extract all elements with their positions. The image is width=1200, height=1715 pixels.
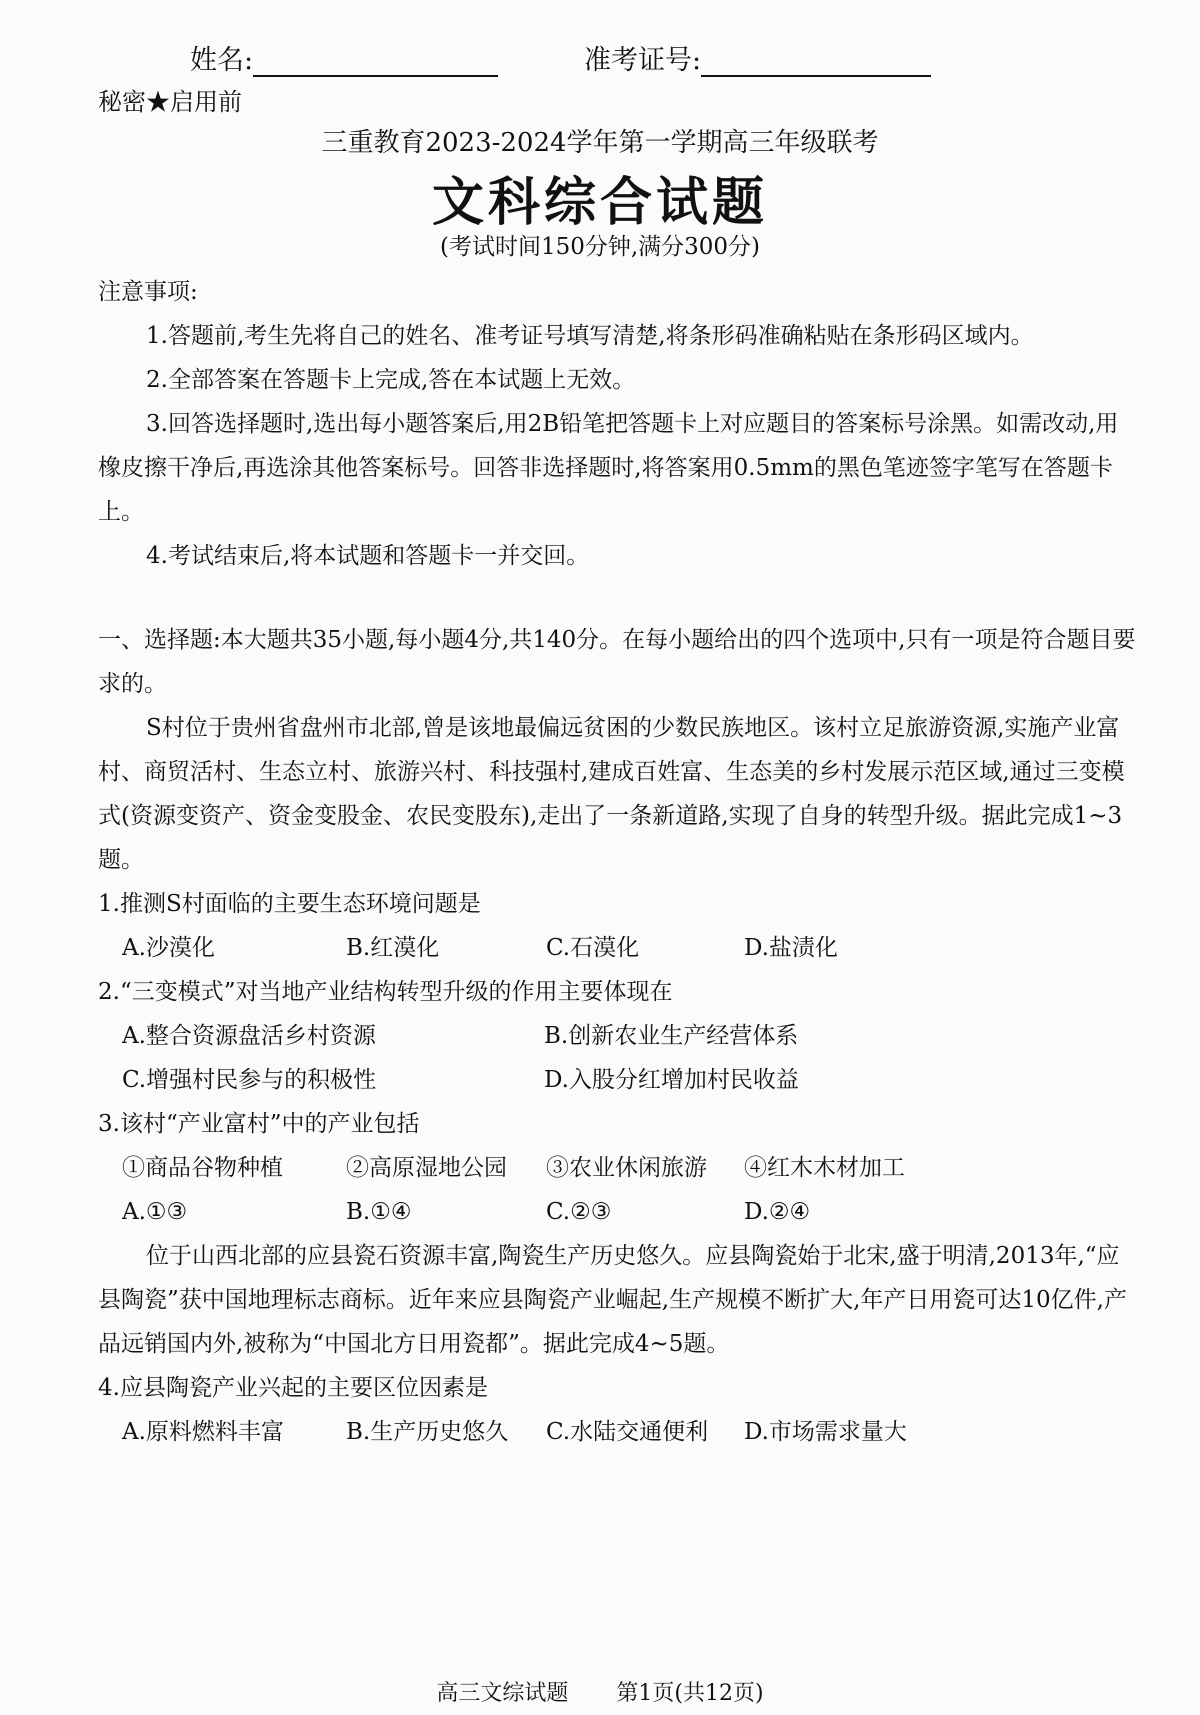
q3-item-1: ①商品谷物种植 xyxy=(122,1155,283,1181)
passage-1: S村位于贵州省盘州市北部,曾是该地最偏远贫困的少数民族地区。该村立足旅游资源,实施产业富村、商贸活村、生态立村、旅游兴村、科技强村,建成百姓富、生态美的乡村发展示范区域,通过三变模式(资源变资产、资金变股金、农民变股东),走出了一条新道路,实现了自身的转型升级。据此完成1~3题。 xyxy=(98,715,1125,873)
exam-id-field-row xyxy=(584,38,931,77)
question-2-options-row2 xyxy=(98,1058,1138,1102)
q1-option-a[interactable]: A.沙漠化 xyxy=(122,935,215,961)
question-3-stem: 3.该村“产业富村”中的产业包括 xyxy=(98,1111,420,1137)
name-fill-line xyxy=(253,45,498,77)
q4-option-a[interactable]: A.原料燃料丰富 xyxy=(122,1419,284,1445)
name-label: 姓名: xyxy=(190,45,254,76)
notice-item-2: 2.全部答案在答题卡上完成,答在本试题上无效。 xyxy=(146,367,636,393)
notice-item-4: 4.考试结束后,将本试题和答题卡一并交回。 xyxy=(146,543,590,569)
q4-option-b[interactable]: B.生产历史悠久 xyxy=(346,1419,509,1445)
question-1-options xyxy=(98,926,1138,970)
question-2-options-row1 xyxy=(98,1014,1138,1058)
q3-option-d[interactable]: D.②④ xyxy=(744,1199,811,1225)
q4-option-d[interactable]: D.市场需求量大 xyxy=(744,1419,907,1445)
exam-id-label: 准考证号: xyxy=(584,45,702,76)
question-4-options xyxy=(98,1410,1138,1454)
section-heading: 一、选择题:本大题共35小题,每小题4分,共140分。在每小题给出的四个选项中,只有一项是符合题目要求的。 xyxy=(98,627,1136,697)
q3-item-2: ②高原湿地公园 xyxy=(346,1155,507,1181)
exam-duration: (考试时间150分钟,满分300分) xyxy=(439,234,761,260)
subject-title: 文科综合试题 xyxy=(431,172,768,233)
question-3-items xyxy=(98,1146,1138,1190)
passage-2: 位于山西北部的应县瓷石资源丰富,陶瓷生产历史悠久。应县陶瓷始于北宋,盛于明清,2013年,“应县陶瓷”获中国地理标志商标。近年来应县陶瓷产业崛起,生产规模不断扩大,年产日用瓷可达10亿件,产品远销国内外,被称为“中国北方日用瓷都”。据此完成4~5题。 xyxy=(98,1243,1127,1357)
footer-page-number: 第1页(共12页) xyxy=(616,1681,764,1706)
notice-item-3: 3.回答选择题时,选出每小题答案后,用2B铅笔把答题卡上对应题目的答案标号涂黑。如需改动,用橡皮擦干净后,再选涂其他答案标号。回答非选择题时,将答案用0.5mm的黑色笔迹签字笔写在答题卡上。 xyxy=(98,411,1119,525)
secret-mark: 秘密★启用前 xyxy=(98,88,242,116)
question-3-options xyxy=(98,1190,1138,1234)
q2-option-d[interactable]: D.入股分红增加村民收益 xyxy=(544,1067,799,1093)
q2-option-a[interactable]: A.整合资源盘活乡村资源 xyxy=(122,1023,376,1049)
page-footer xyxy=(0,1676,1200,1707)
section-choice xyxy=(98,618,1138,1454)
q3-option-b[interactable]: B.①④ xyxy=(346,1199,412,1225)
exam-title: 三重教育2023-2024学年第一学期高三年级联考 xyxy=(321,128,879,158)
q2-option-c[interactable]: C.增强村民参与的积极性 xyxy=(122,1067,377,1093)
q1-option-d[interactable]: D.盐渍化 xyxy=(744,935,838,961)
q4-option-c[interactable]: C.水陆交通便利 xyxy=(546,1419,709,1445)
exam-id-fill-line xyxy=(701,45,931,77)
q3-option-c[interactable]: C.②③ xyxy=(546,1199,612,1225)
q1-option-b[interactable]: B.红漠化 xyxy=(346,935,440,961)
question-4-stem: 4.应县陶瓷产业兴起的主要区位因素是 xyxy=(98,1375,488,1401)
question-2-stem: 2.“三变模式”对当地产业结构转型升级的作用主要体现在 xyxy=(98,979,673,1005)
notice-section xyxy=(98,270,1138,578)
q1-option-c[interactable]: C.石漠化 xyxy=(546,935,640,961)
q3-item-3: ③农业休闲旅游 xyxy=(546,1155,707,1181)
notice-item-1: 1.答题前,考生先将自己的姓名、准考证号填写清楚,将条形码准确粘贴在条形码区域内。 xyxy=(146,323,1034,349)
footer-doc-name: 高三文综试题 xyxy=(436,1681,569,1706)
q2-option-b[interactable]: B.创新农业生产经营体系 xyxy=(544,1023,799,1049)
notice-heading: 注意事项: xyxy=(98,279,198,305)
question-1-stem: 1.推测S村面临的主要生态环境问题是 xyxy=(98,891,481,917)
q3-item-4: ④红木木材加工 xyxy=(744,1155,905,1181)
name-field-row xyxy=(190,38,498,77)
q3-option-a[interactable]: A.①③ xyxy=(122,1199,188,1225)
